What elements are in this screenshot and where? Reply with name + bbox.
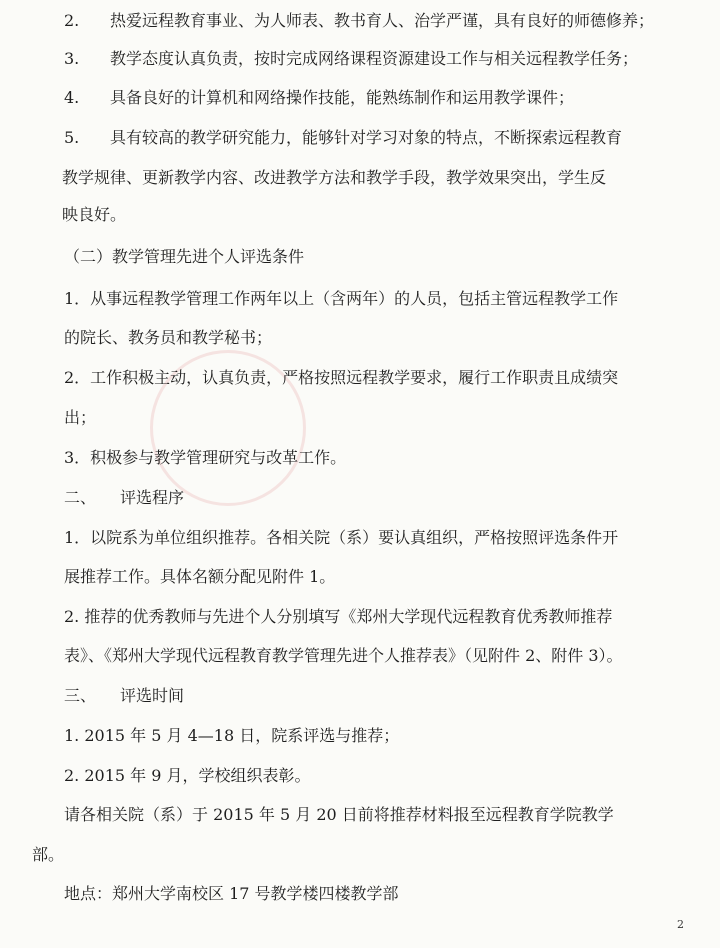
procedure-1-line2: 展推荐工作。具体名额分配见附件 1。 bbox=[64, 567, 336, 586]
address-line: 地点：郑州大学南校区 17 号教学楼四楼教学部 bbox=[64, 884, 399, 903]
page-number: 2 bbox=[677, 918, 684, 931]
criteria-3: 3．积极参与教学管理研究与改革工作。 bbox=[64, 448, 347, 467]
item-text-5-end: 映良好。 bbox=[62, 205, 127, 224]
notice-line2: 部。 bbox=[32, 845, 65, 864]
criteria-2-line1: 2．工作积极主动，认真负责，严格按照远程教学要求，履行工作职责且成绩突 bbox=[64, 368, 619, 387]
section-heading-2: （二）教学管理先进个人评选条件 bbox=[64, 247, 305, 266]
heading-3-number: 三、 bbox=[64, 686, 97, 705]
schedule-2: 2. 2015 年 9 月，学校组织表彰。 bbox=[64, 766, 311, 785]
notice-line1: 请各相关院（系）于 2015 年 5 月 20 日前将推荐材料报至远程教育学院教学 bbox=[64, 805, 614, 824]
item-text-4: 具备良好的计算机和网络操作技能，能熟练制作和运用教学课件； bbox=[110, 88, 575, 107]
item-text-2: 热爱远程教育事业、为人师表、教书育人、治学严谨，具有良好的师德修养； bbox=[110, 11, 655, 30]
procedure-1-line1: 1．以院系为单位组织推荐。各相关院（系）要认真组织，严格按照评选条件开 bbox=[64, 528, 619, 547]
procedure-2-line2: 表》、《郑州大学现代远程教育教学管理先进个人推荐表》（见附件 2、附件 3）。 bbox=[64, 646, 623, 665]
heading-3-text: 评选时间 bbox=[120, 686, 185, 705]
item-number-3: 3. bbox=[64, 49, 80, 68]
item-text-3: 教学态度认真负责，按时完成网络课程资源建设工作与相关远程教学任务； bbox=[110, 49, 639, 68]
schedule-1: 1. 2015 年 5 月 4—18 日，院系评选与推荐； bbox=[64, 726, 400, 745]
criteria-1-line2: 的院长、教务员和教学秘书； bbox=[64, 328, 273, 347]
item-number-5: 5. bbox=[64, 128, 80, 147]
item-number-4: 4. bbox=[64, 88, 80, 107]
criteria-2-line2: 出； bbox=[64, 408, 97, 427]
heading-2-text: 评选程序 bbox=[120, 488, 185, 507]
item-text-5: 具有较高的教学研究能力，能够针对学习对象的特点，不断探索远程教育 bbox=[110, 128, 623, 147]
heading-2-number: 二、 bbox=[64, 488, 97, 507]
procedure-2-line1: 2. 推荐的优秀教师与先进个人分别填写《郑州大学现代远程教育优秀教师推荐 bbox=[64, 607, 613, 626]
item-number-2: 2. bbox=[64, 11, 80, 30]
criteria-1-line1: 1．从事远程教学管理工作两年以上（含两年）的人员，包括主管远程教学工作 bbox=[64, 289, 619, 308]
item-text-5-cont: 教学规律、更新教学内容、改进教学方法和教学手段，教学效果突出，学生反 bbox=[62, 168, 607, 187]
